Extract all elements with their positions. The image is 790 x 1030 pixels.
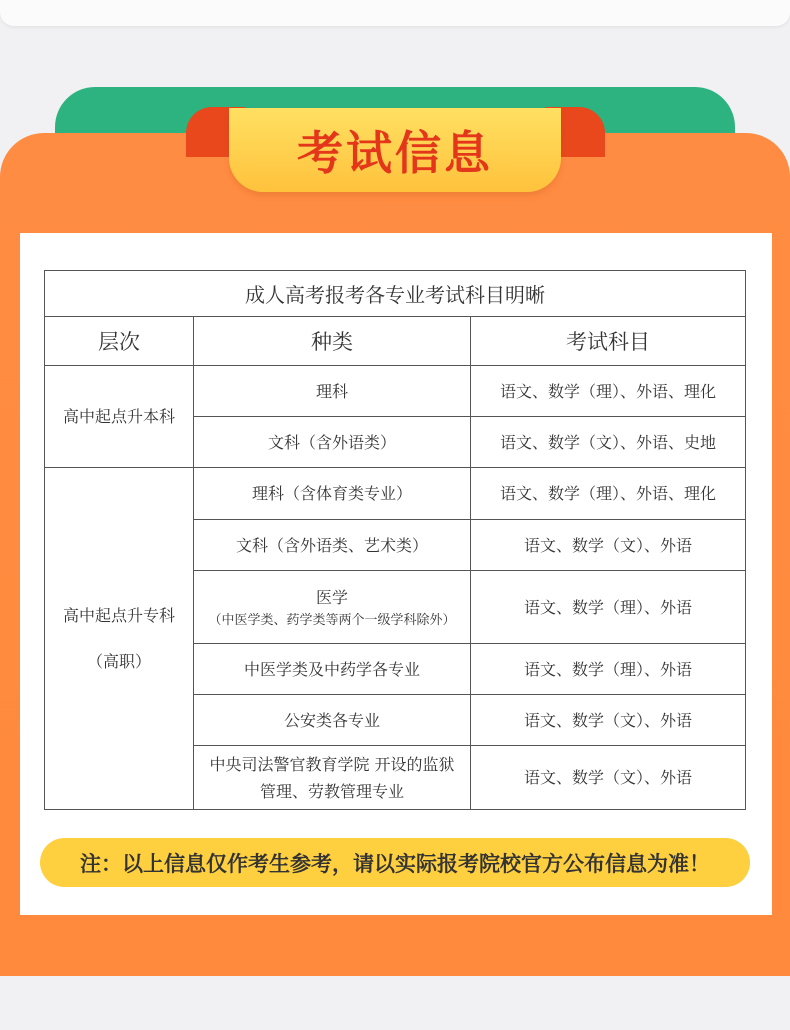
table-row	[45, 468, 746, 520]
level-sublabel: （高职）	[86, 651, 151, 671]
category-note: （中医学类、药学类等两个一级学科除外）	[208, 612, 456, 628]
section-title: 考试信息	[297, 126, 493, 180]
category-cell	[194, 746, 471, 810]
subjects-cell: 语文、数学（理）、外语	[471, 571, 746, 644]
category-cell: 理科	[194, 366, 471, 417]
disclaimer-text: 注：以上信息仅作考生参考，请以实际报考院校官方公布信息为准！	[80, 851, 710, 876]
category-cell: 公安类各专业	[194, 695, 471, 746]
header-category: 种类	[194, 317, 471, 366]
disclaimer-banner	[40, 838, 750, 887]
subjects-cell: 语文、数学（理）、外语、理化	[471, 366, 746, 417]
header-level: 层次	[45, 317, 194, 366]
level-cell: 高中起点升本科	[45, 366, 194, 468]
category-label: 医学	[315, 587, 348, 607]
level-cell	[45, 468, 194, 810]
category-cell: 文科（含外语类）	[194, 417, 471, 468]
category-cell: 文科（含外语类、艺术类）	[194, 520, 471, 571]
category-label: 中央司法警官教育学院 开设的监狱	[209, 754, 455, 774]
category-cell: 理科（含体育类专业）	[194, 468, 471, 520]
subjects-cell: 语文、数学（文）、外语	[471, 520, 746, 571]
exam-subjects-table	[44, 270, 746, 810]
top-card	[0, 0, 790, 26]
category-label-line2: 管理、劳教管理专业	[259, 781, 404, 801]
table-row	[45, 366, 746, 417]
subjects-cell: 语文、数学（理）、外语	[471, 644, 746, 695]
header-subjects: 考试科目	[471, 317, 746, 366]
category-cell	[194, 571, 471, 644]
title-ribbon	[229, 108, 561, 192]
subjects-cell: 语文、数学（文）、外语	[471, 695, 746, 746]
level-label: 高中起点升专科	[62, 605, 175, 625]
subjects-cell: 语文、数学（文）、外语、史地	[471, 417, 746, 468]
category-cell: 中医学类及中药学各专业	[194, 644, 471, 695]
subjects-cell: 语文、数学（文）、外语	[471, 746, 746, 810]
subjects-cell: 语文、数学（理）、外语、理化	[471, 468, 746, 520]
table-caption: 成人高考报考各专业考试科目明晰	[45, 271, 746, 317]
